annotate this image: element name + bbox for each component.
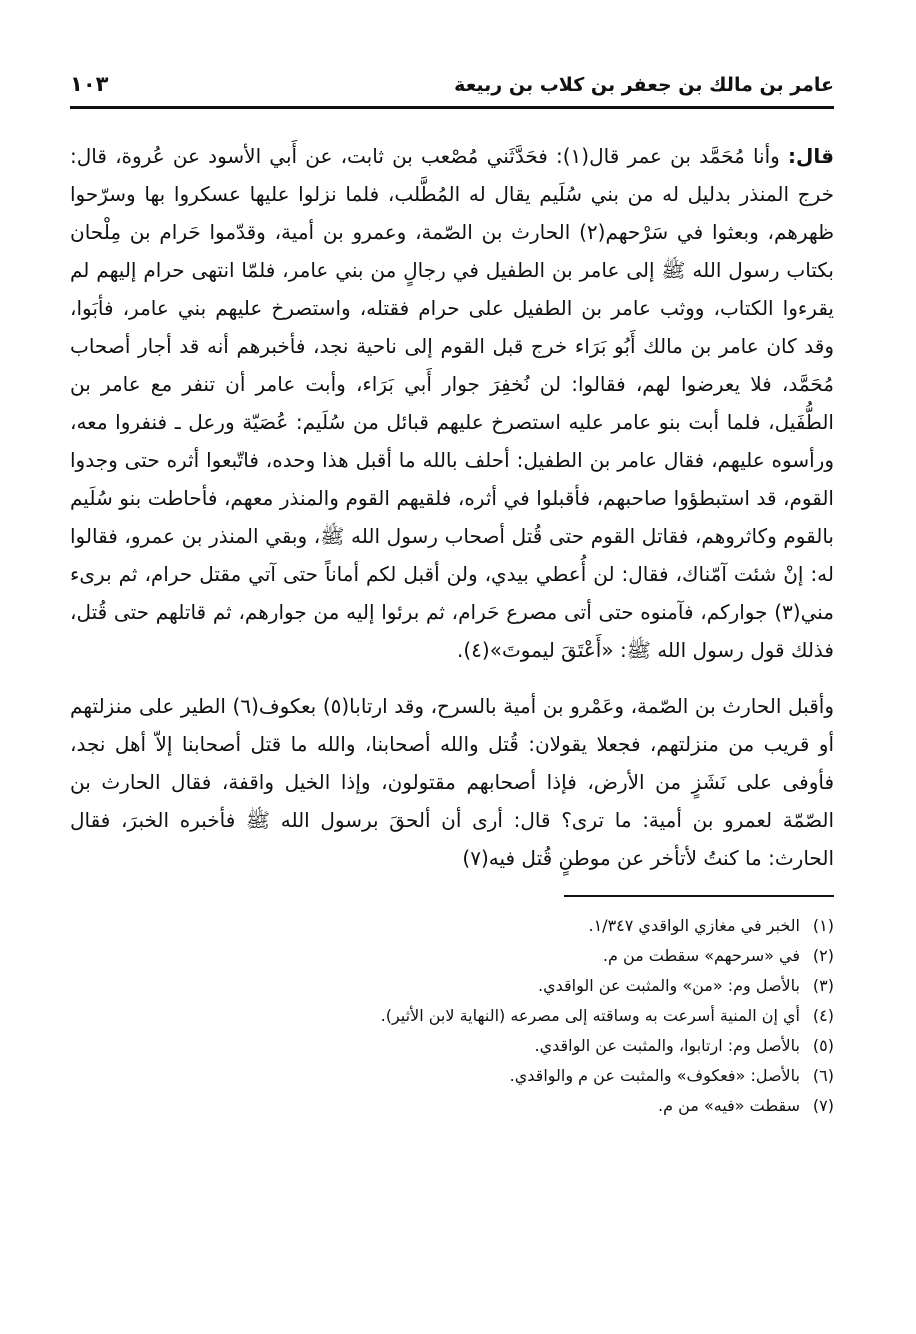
paragraph: [70, 687, 834, 877]
footnote: [70, 971, 834, 1001]
footnote-number: (٤): [812, 1006, 834, 1025]
footnote: [70, 941, 834, 971]
book-page: [70, 70, 834, 1304]
page-number: ١٠٣: [70, 72, 109, 96]
running-title: عامر بن مالك بن جعفر بن كلاب بن ربيعة: [454, 74, 834, 96]
footnote-text: بالأصل وم: «من» والمثبت عن الواقدي.: [537, 976, 800, 995]
footnote-text: أي إن المنية أسرعت به وساقته إلى مصرعه (النهاية لابن الأثير).: [380, 1006, 800, 1025]
footnote-text: في «سرحهم» سقطت من م.: [602, 946, 800, 965]
footnote-number: (١): [812, 916, 834, 935]
paragraph-text: وأقبل الحارث بن الصّمة، وعَمْرو بن أمية بالسرح، وقد ارتابا(٥) بعكوف(٦) الطير على منزلتهم أو قريب من منزلتهم، فجعلا يقولان: قُتل والله أصحابنا، والله ما قتل أصحابنا إلاّ أهل نجد، فأوفى على نَشَزٍ من الأرض، فإذا أصحابهم مقتولون، وإذا الخيل واقفة، فقال الحارث بن الصّمّة لعمرو بن أمية: ما ترى؟ قال: أرى أن ألحقَ برسول الله ﷺ فأخبره الخبرَ، فقال الحارث: ما كنتُ لأتأخر عن موطنٍ قُتل فيه(٧): [70, 694, 834, 870]
footnote: [70, 1061, 834, 1091]
main-text: [70, 137, 834, 877]
paragraph: [70, 137, 834, 669]
footnote: [70, 1001, 834, 1031]
paragraph-text: وأنا مُحَمَّد بن عمر قال(١): فحَدَّثَني مُصْعب بن ثابت، عن أَبي الأسود عن عُروة، قال: خرج المنذر بدليل له من بني سُلَيم يقال له المُطَّلب، فلما نزلوا عليها عسكروا بها وسرّحوا ظهرهم، وبعثوا في سَرْحهم(٢) الحارث بن الصّمة، وعمرو بن أمية، وقدّموا حَرام بن مِلْحان بكتاب رسول الله ﷺ إلى عامر بن الطفيل في رجالٍ من بني عامر، فلمّا انتهى حرام إليهم لم يقرءوا الكتاب، ووثب عامر بن الطفيل على حرام فقتله، واستصرخ عليهم بني عامر، فأبَوا، وقد كان عامر بن مالك أَبُو بَرَاء خرج قبل القوم إلى ناحية نجد، فأخبرهم أنه قد أجار أصحاب مُحَمَّد، فلا يعرضوا لهم، فقالوا: لن نُخفِرَ جوار أَبي بَرَاء، وأبت عامر أن تنفر مع عامر بن الطُّفَيل، فلما أبت بنو عامر عليه استصرخ عليهم قبائل من سُلَيم: عُصَيّة ورعل ـ فنفروا معه، ورأسوه عليهم، فقال عامر بن الطفيل: أحلف بالله ما أقبل هذا وحده، فاتّبعوا أثره حتى وجدوا القوم، قد استبطؤوا صاحبهم، فأقبلوا في أثره، فلقيهم القوم والمنذر معهم، فأحاطت بنو سُلَيم بالقوم وكاثروهم، فقاتل القوم حتى قُتل أصحاب رسول الله ﷺ، وبقي المنذر بن عمرو، فقالوا له: إنْ شئت آمّناك، فقال: لن أُعطي بيدي، ولن أقبل لكم أماناً حتى آتي مقتل حرام، ثم برىء مني(٣) جواركم، فآمنوه حتى أتى مصرع حَرام، ثم برئوا إليه من جوارهم، ثم قاتلهم حتى قُتل، فذلك قول رسول الله ﷺ: «أَعْتَقَ ليموتَ»(٤).: [70, 144, 835, 662]
footnote-number: (٥): [812, 1036, 834, 1055]
running-header: [70, 70, 834, 109]
footnotes: [70, 911, 834, 1121]
paragraph-lead: قال:: [788, 144, 834, 168]
footnote-text: الخبر في مغازي الواقدي ١/٣٤٧.: [588, 916, 800, 935]
footnote-number: (٦): [812, 1066, 834, 1085]
footnote-number: (٢): [812, 946, 834, 965]
footnote: [70, 1031, 834, 1061]
footnote-text: بالأصل وم: ارتابوا، والمثبت عن الواقدي.: [534, 1036, 800, 1055]
footnote: [70, 911, 834, 941]
footnote-text: سقطت «فيه» من م.: [658, 1096, 800, 1115]
footnote-divider: [564, 895, 834, 897]
footnote-number: (٣): [812, 976, 834, 995]
footnote-number: (٧): [812, 1096, 834, 1115]
footnote: [70, 1091, 834, 1121]
footnote-text: بالأصل: «فعكوف» والمثبت عن م والواقدي.: [509, 1066, 800, 1085]
